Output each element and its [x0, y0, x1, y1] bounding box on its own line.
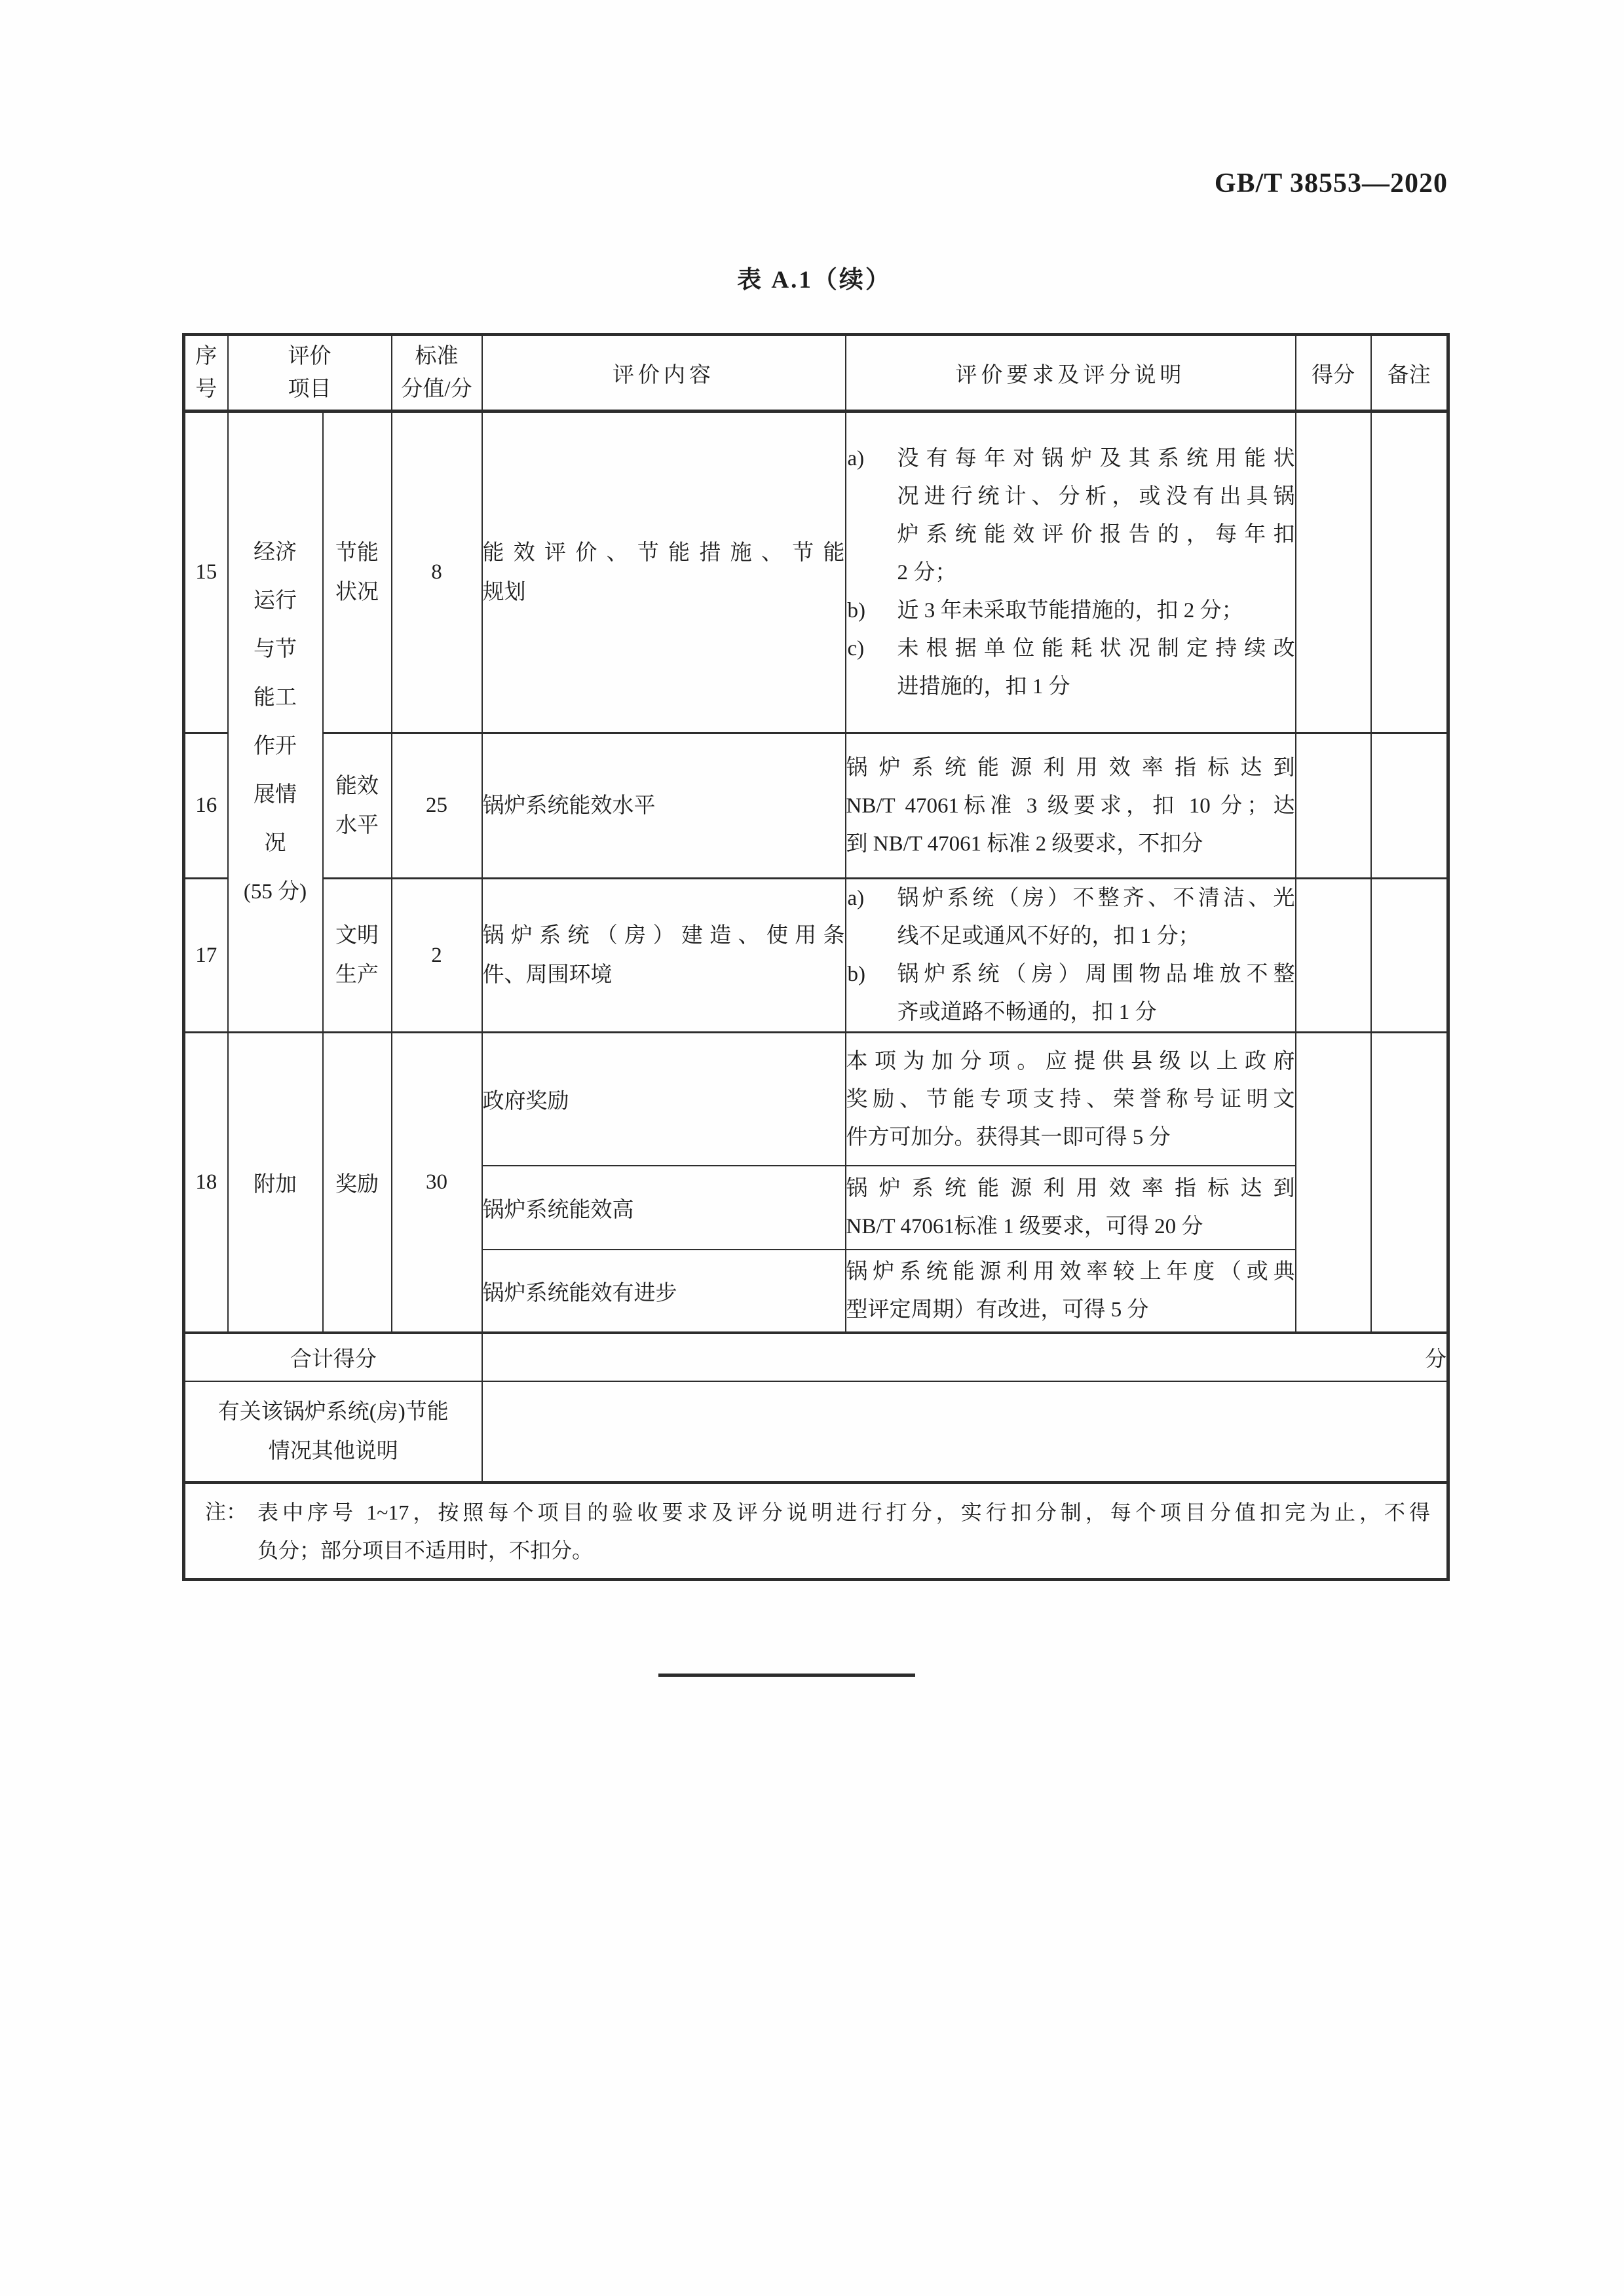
- cell-r18-requirement-3: 锅炉系统能源利用效率较上年度（或典 型评定周期）有改进，可得 5 分: [846, 1250, 1296, 1333]
- total-score-value-cell: 分: [482, 1333, 1448, 1381]
- header-item: 评价 项目: [228, 335, 392, 411]
- other-notes-label: 有关该锅炉系统(房)节能 情况其他说明: [184, 1381, 482, 1483]
- table-row-16: [184, 733, 1448, 879]
- cell-r17-seq: 17: [184, 879, 228, 1033]
- cell-r17-content: 锅炉系统（房）建造、使用条 件、周围环境: [482, 879, 846, 1033]
- header-requirement: 评价要求及评分说明: [846, 335, 1296, 411]
- requirement-item-a: a) 锅炉系统（房）不整齐、不清洁、光 线不足或通风不好的，扣 1 分；: [846, 879, 1295, 955]
- cell-r18-item: 附加: [228, 1033, 323, 1333]
- cell-r18-score: 30: [392, 1033, 482, 1333]
- requirement-item-a: a) 没有每年对锅炉及其系统用能状 况进行统计、分析，或没有出具锅 炉系统能效评价报告的，每年扣 2 分；: [846, 440, 1295, 592]
- header-points: 得分: [1296, 335, 1371, 411]
- cell-r15-subitem: 节能 状况: [323, 411, 392, 733]
- cell-r16-remark: [1371, 733, 1448, 879]
- note-marker: 注：: [205, 1499, 248, 1523]
- cell-r15-score: 8: [392, 411, 482, 733]
- cell-r17-points: [1296, 879, 1371, 1033]
- header-seq: 序 号: [184, 335, 228, 411]
- cell-r18-remark: [1371, 1033, 1448, 1333]
- cell-r15-requirement: [846, 411, 1296, 733]
- cell-r15-points: [1296, 411, 1371, 733]
- cell-r17-remark: [1371, 879, 1448, 1033]
- cell-r18-subitem: 奖励: [323, 1033, 392, 1333]
- list-marker: b): [847, 598, 865, 622]
- cell-r18-points: [1296, 1033, 1371, 1333]
- cell-r18-requirement-1: 本项为加分项。应提供县级以上政府 奖励、节能专项支持、荣誉称号证明文 件方可加分。获得其一即可得 5 分: [846, 1033, 1296, 1166]
- list-marker: c): [847, 636, 865, 660]
- cell-r15-seq: 15: [184, 411, 228, 733]
- total-score-row: [184, 1333, 1448, 1381]
- cell-r18-requirement-2: 锅炉系统能源利用效率指标达到 NB/T 47061标准 1 级要求，可得 20 分: [846, 1166, 1296, 1250]
- note-cell: [184, 1483, 1448, 1580]
- table-note: 注： 表中序号 1~17，按照每个项目的验收要求及评分说明进行打分，实行扣分制，每个项目分值扣完为止，不得 负分；部分项目不适用时，不扣分。: [205, 1493, 1430, 1569]
- standard-number: GB/T 38553—2020: [1214, 168, 1448, 199]
- table-header-row: [184, 335, 1448, 411]
- requirement-item-b: b) 近 3 年未采取节能措施的，扣 2 分；: [846, 592, 1295, 630]
- header-standard-score: 标准 分值/分: [392, 335, 482, 411]
- other-notes-value-cell: [482, 1381, 1448, 1483]
- cell-r15-content: 能效评价、节能措施、节能 规划: [482, 411, 846, 733]
- evaluation-table: [182, 333, 1450, 1581]
- table-row-17: [184, 879, 1448, 1033]
- cell-r16-content: 锅炉系统能效水平: [482, 733, 846, 879]
- cell-r18-content-1: 政府奖励: [482, 1033, 846, 1166]
- cell-r16-score: 25: [392, 733, 482, 879]
- table-title: 表 A.1（续）: [737, 267, 892, 294]
- cell-r16-requirement: 锅炉系统能源利用效率指标达到 NB/T 47061标准 3 级要求，扣 10 分；达 到 NB/T 47061 标准 2 级要求，不扣分: [846, 733, 1296, 879]
- header-remark: 备注: [1371, 335, 1448, 411]
- other-notes-row: [184, 1381, 1448, 1483]
- requirement-item-b: b) 锅炉系统（房）周围物品堆放不整 齐或道路不畅通的，扣 1 分: [846, 955, 1295, 1031]
- requirement-item-c: c) 未根据单位能耗状况制定持续改 进措施的，扣 1 分: [846, 630, 1295, 706]
- cell-r16-seq: 16: [184, 733, 228, 879]
- table-row-18-sub1: [184, 1033, 1448, 1166]
- list-marker: a): [847, 446, 865, 470]
- note-row: [184, 1483, 1448, 1580]
- cell-r17-subitem: 文明 生产: [323, 879, 392, 1033]
- header-content: 评价内容: [482, 335, 846, 411]
- end-of-document-rule: [658, 1674, 915, 1677]
- cell-r15-remark: [1371, 411, 1448, 733]
- cell-group-item: 经济 运行 与节 能工 作开 展情 况 (55 分): [228, 411, 323, 1033]
- cell-r17-requirement: [846, 879, 1296, 1033]
- cell-r18-content-3: 锅炉系统能效有进步: [482, 1250, 846, 1333]
- cell-r17-score: 2: [392, 879, 482, 1033]
- list-marker: a): [847, 887, 865, 910]
- list-marker: b): [847, 963, 865, 986]
- table-row-15: [184, 411, 1448, 733]
- cell-r16-points: [1296, 733, 1371, 879]
- cell-r18-content-2: 锅炉系统能效高: [482, 1166, 846, 1250]
- total-score-label: 合计得分: [184, 1333, 482, 1381]
- cell-r18-seq: 18: [184, 1033, 228, 1333]
- cell-r16-subitem: 能效 水平: [323, 733, 392, 879]
